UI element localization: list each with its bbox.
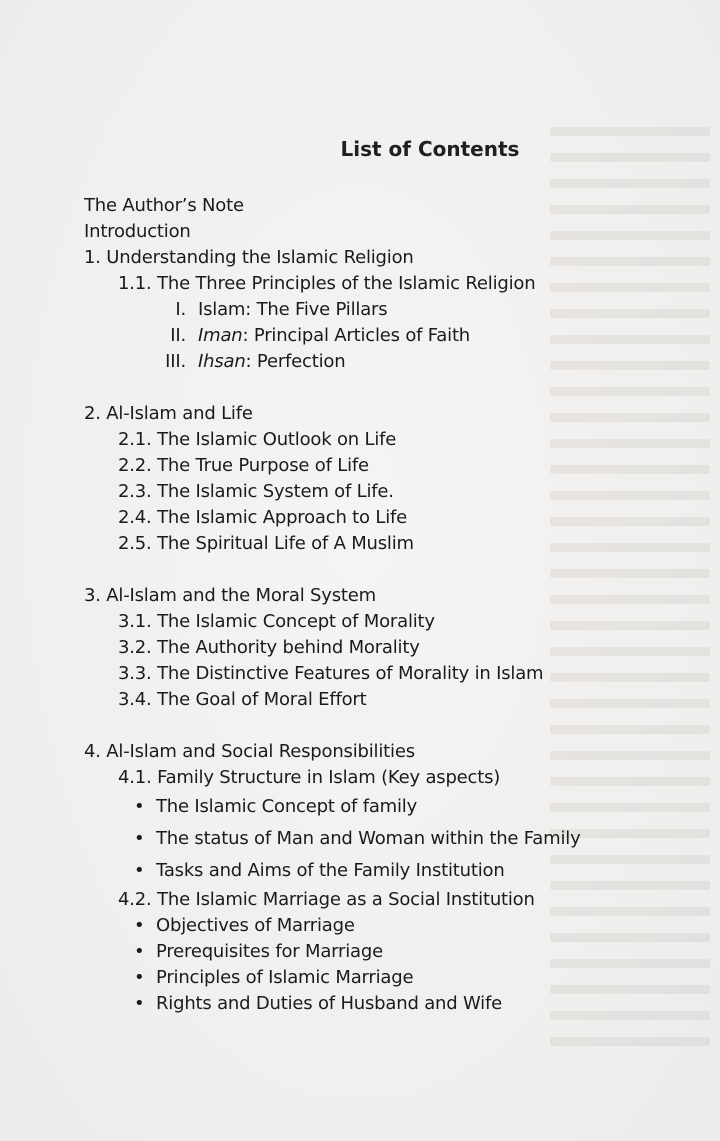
bullet-text: Rights and Duties of Husband and Wife — [156, 993, 502, 1014]
toc-subsection-item: 2.5. The Spiritual Life of A Muslim — [118, 533, 414, 554]
bullet-icon: • — [134, 915, 145, 936]
toc-roman-item — [84, 349, 694, 375]
toc-subsection-1-1: 1.1. The Three Principles of the Islamic Religion — [118, 273, 536, 294]
spacer — [84, 557, 694, 583]
toc-subsection-item: 2.1. The Islamic Outlook on Life — [118, 429, 397, 450]
bullet-text: Objectives of Marriage — [156, 915, 355, 936]
toc-section-2-heading: 2. Al-Islam and Life — [84, 403, 253, 424]
bullet-icon: • — [134, 860, 145, 881]
bullet-text: Principles of Islamic Marriage — [156, 967, 414, 988]
bullet-text: The Islamic Concept of family — [156, 796, 418, 817]
toc-subsection-item: 2.3. The Islamic System of Life. — [118, 481, 394, 502]
toc-subsection-item: 2.4. The Islamic Approach to Life — [118, 507, 408, 528]
roman-numeral: I. — [175, 299, 186, 320]
toc-introduction: Introduction — [84, 221, 191, 242]
toc-section-1-heading: 1. Understanding the Islamic Religion — [84, 247, 414, 268]
toc-bullet-item — [84, 913, 694, 939]
toc-section-3-heading: 3. Al-Islam and the Moral System — [84, 585, 376, 606]
toc-subsection-item: 2.2. The True Purpose of Life — [118, 455, 369, 476]
spacer — [84, 375, 694, 401]
table-of-contents — [84, 193, 694, 1017]
bullet-icon: • — [134, 796, 145, 817]
bullet-icon: • — [134, 967, 145, 988]
toc-bullet-item — [84, 855, 694, 887]
toc-subsection-item: 3.2. The Authority behind Morality — [118, 637, 420, 658]
page-title: List of Contents — [340, 137, 520, 161]
roman-numeral: III. — [165, 351, 186, 372]
roman-item-text: : Perfection — [245, 351, 346, 372]
roman-item-italic: Ihsan — [198, 351, 246, 372]
bullet-text: Prerequisites for Marriage — [156, 941, 383, 962]
roman-item-text: : Principal Articles of Faith — [242, 325, 471, 346]
toc-subsection-4-1: 4.1. Family Structure in Islam (Key aspects) — [118, 767, 501, 788]
toc-subsection-4-2: 4.2. The Islamic Marriage as a Social Institution — [118, 889, 535, 910]
roman-numeral: II. — [170, 325, 186, 346]
bullet-icon: • — [134, 828, 145, 849]
toc-authors-note: The Author’s Note — [84, 195, 244, 216]
toc-section-4-heading: 4. Al-Islam and Social Responsibilities — [84, 741, 415, 762]
bullet-icon: • — [134, 941, 145, 962]
spacer — [84, 713, 694, 739]
roman-item-italic: Iman — [198, 325, 243, 346]
bullet-text: Tasks and Aims of the Family Institution — [156, 860, 505, 881]
toc-roman-item — [84, 323, 694, 349]
toc-bullet-item — [84, 991, 694, 1017]
toc-subsection-item: 3.3. The Distinctive Features of Morality in Islam — [118, 663, 544, 684]
toc-bullet-item — [84, 823, 694, 855]
toc-subsection-item: 3.1. The Islamic Concept of Morality — [118, 611, 435, 632]
bullet-icon: • — [134, 993, 145, 1014]
toc-bullet-item — [84, 939, 694, 965]
roman-item-text: Islam: The Five Pillars — [198, 299, 388, 320]
toc-subsection-item: 3.4. The Goal of Moral Effort — [118, 689, 367, 710]
toc-roman-item — [84, 297, 694, 323]
toc-bullet-item — [84, 965, 694, 991]
toc-bullet-item — [84, 791, 694, 823]
bullet-text: The status of Man and Woman within the Family — [156, 828, 581, 849]
